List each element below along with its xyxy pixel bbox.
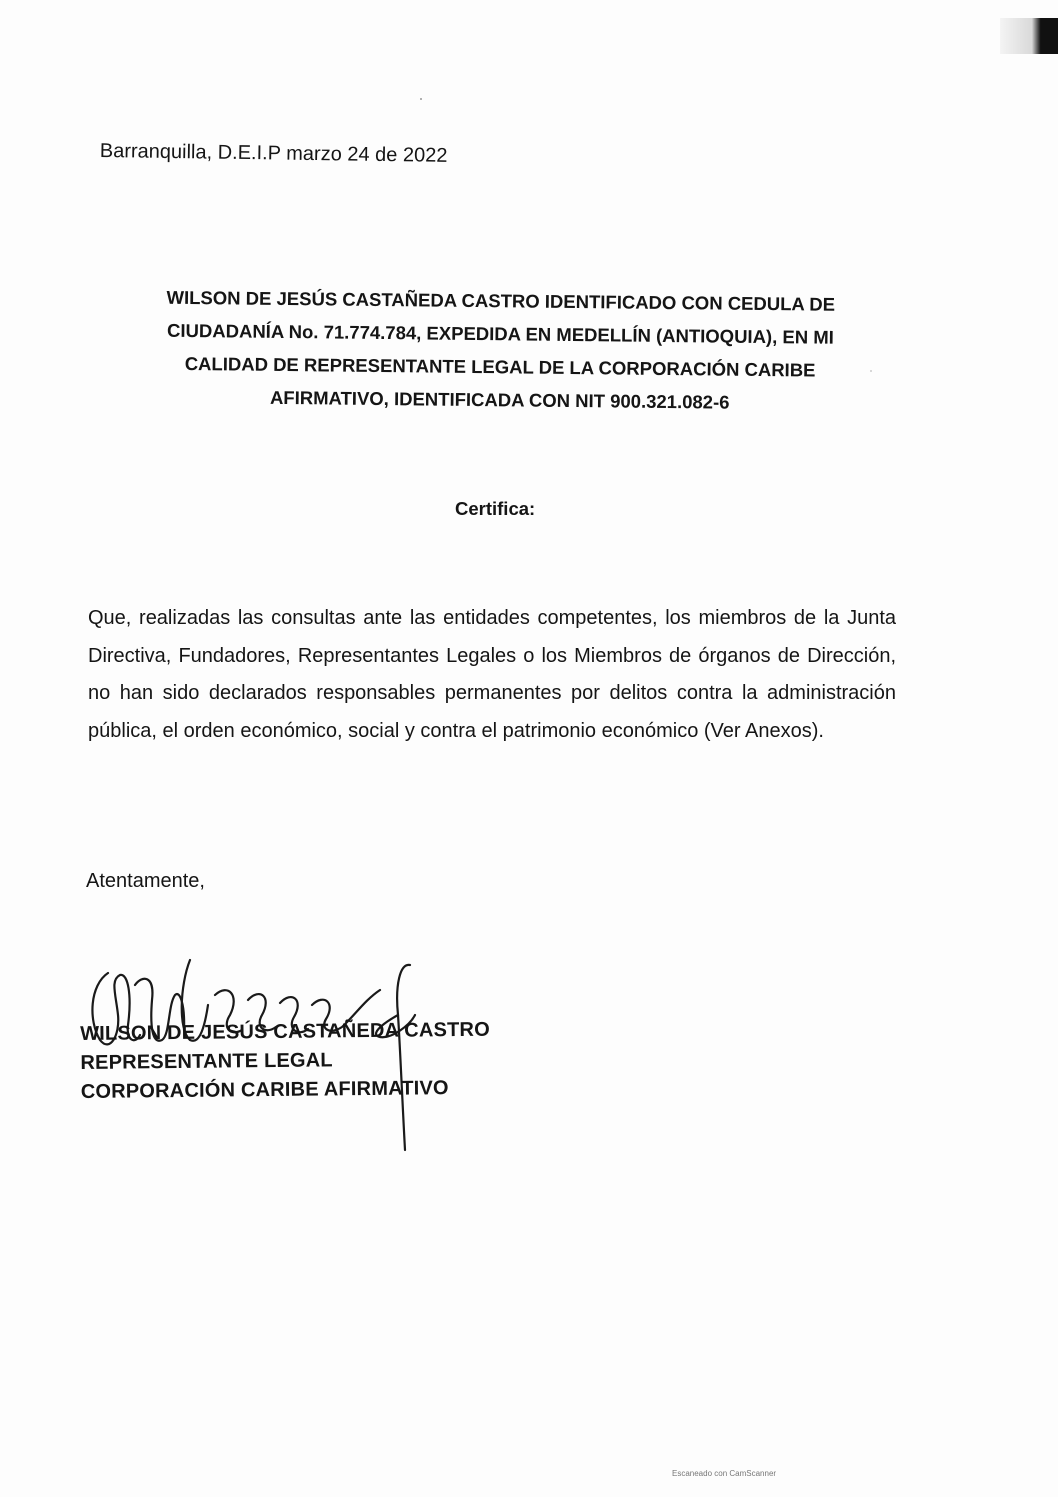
scanner-watermark: Escaneado con CamScanner bbox=[672, 1469, 777, 1478]
declarant-line: CALIDAD DE REPRESENTANTE LEGAL DE LA CORPORACIÓN CARIBE bbox=[184, 352, 816, 381]
date-line: Barranquilla, D.E.I.P marzo 24 de 2022 bbox=[99, 140, 448, 167]
declarant-line: CIUDADANÍA No. 71.774.784, EXPEDIDA EN MEDELLÍN (ANTIOQUIA), EN MI bbox=[166, 319, 834, 348]
declarant-paragraph bbox=[94, 280, 907, 420]
closing-salutation: Atentamente, bbox=[86, 870, 205, 892]
scan-edge-mark bbox=[1000, 18, 1058, 54]
declarant-line: WILSON DE JESÚS CASTAÑEDA CASTRO IDENTIFICADO CON CEDULA DE bbox=[166, 286, 836, 315]
declarant-line: AFIRMATIVO, IDENTIFICADA CON NIT 900.321.082-6 bbox=[269, 386, 730, 413]
certification-body: Que, realizadas las consultas ante las entidades competentes, los miembros de la Junta Directiva, Fundadores, Representantes Legales o los Miembros de órganos de Dirección, no han sido declarados responsables permanentes por delitos contra la administración pública, el orden económico, social y contra el patrimonio económico (Ver Anexos). bbox=[88, 607, 896, 742]
signatory-name: WILSON DE JESÚS CASTAÑEDA CASTRO bbox=[80, 1018, 491, 1045]
certifica-heading: Certifica: bbox=[455, 498, 536, 519]
scan-speck bbox=[420, 98, 422, 100]
signature-block bbox=[80, 1016, 491, 1107]
signatory-role: REPRESENTANTE LEGAL bbox=[80, 1049, 333, 1074]
signatory-organization: CORPORACIÓN CARIBE AFIRMATIVO bbox=[80, 1077, 449, 1103]
